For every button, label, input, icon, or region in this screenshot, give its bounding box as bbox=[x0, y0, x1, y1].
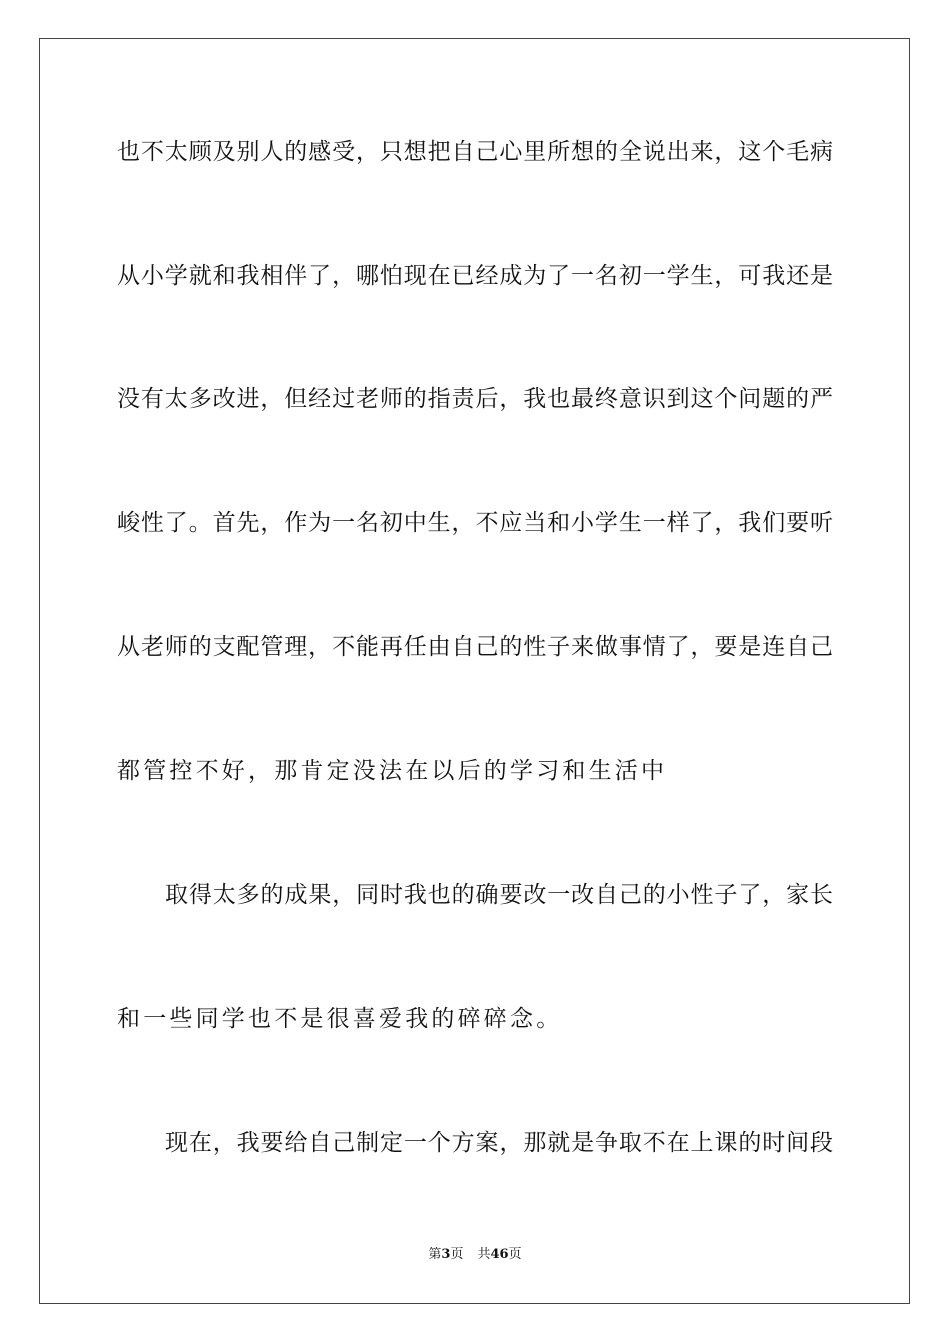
page-footer bbox=[0, 1246, 950, 1264]
text-line-9: 现在，我要给自己制定一个方案，那就是争取不在上课的时间段 bbox=[165, 1130, 833, 1156]
total-label-suffix: 页 bbox=[508, 1247, 522, 1262]
text-line-6: 都管控不好，那肯定没法在以后的学习和生活中 bbox=[117, 758, 668, 784]
text-line-2: 从小学就和我相伴了，哪怕现在已经成为了一名初一学生，可我还是 bbox=[117, 263, 833, 289]
page-label-suffix: 页 bbox=[450, 1247, 464, 1262]
page-border bbox=[39, 38, 910, 1304]
text-line-1: 也不太顾及别人的感受，只想把自己心里所想的全说出来，这个毛病 bbox=[117, 139, 833, 165]
page-number: 3 bbox=[441, 1247, 451, 1262]
text-line-5: 从老师的支配管理，不能再任由自己的性子来做事情了，要是连自己 bbox=[117, 634, 833, 660]
page-label-prefix: 第 bbox=[428, 1247, 442, 1262]
total-label-prefix: 共 bbox=[477, 1247, 491, 1262]
total-pages: 46 bbox=[490, 1247, 509, 1262]
text-line-7: 取得太多的成果，同时我也的确要改一改自己的小性子了，家长 bbox=[165, 882, 833, 908]
text-line-3: 没有太多改进，但经过老师的指责后，我也最终意识到这个问题的严 bbox=[117, 386, 833, 412]
text-line-4: 峻性了。首先，作为一名初中生，不应当和小学生一样了，我们要听 bbox=[117, 510, 833, 536]
text-line-8: 和一些同学也不是很喜爱我的碎碎念。 bbox=[117, 1006, 563, 1032]
